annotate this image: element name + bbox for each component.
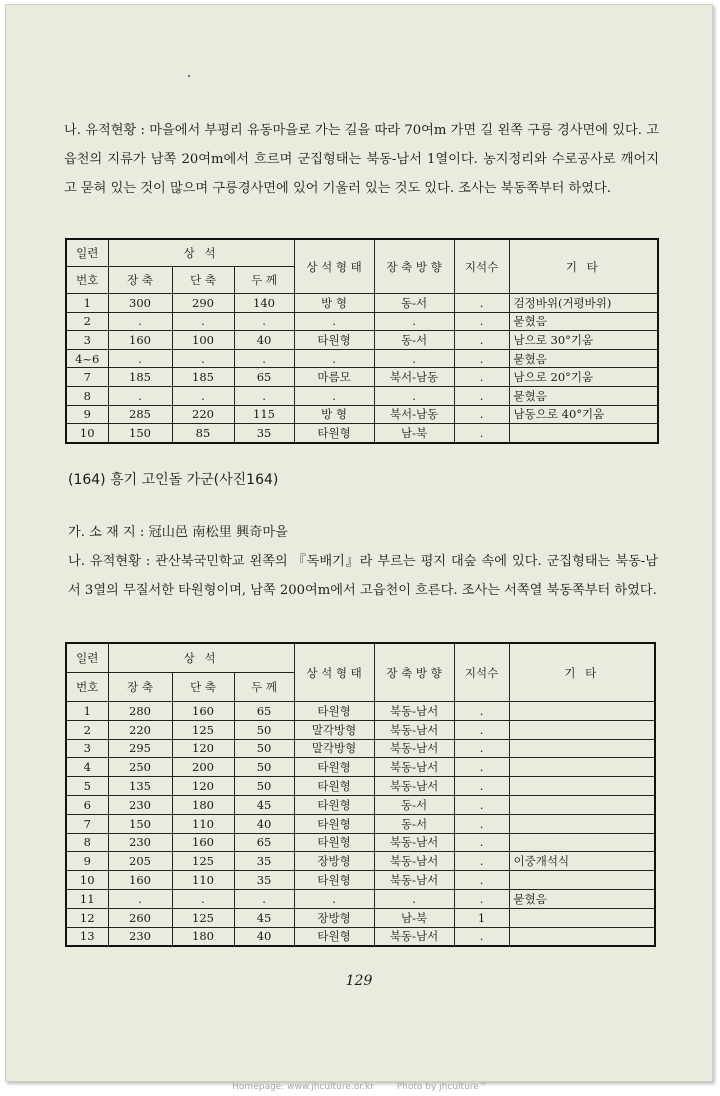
t2-col-form: 상 석 형 태 xyxy=(294,643,374,702)
cell-thickness: 35 xyxy=(234,424,294,443)
cell-remark xyxy=(509,739,655,758)
table-row xyxy=(66,739,655,758)
cell-remark xyxy=(509,777,655,796)
cell-remark: 묻혔음 xyxy=(509,349,658,368)
t2-col-length: 장 축 xyxy=(108,673,172,702)
t1-col-form: 상 석 형 태 xyxy=(294,239,374,294)
cell-length: 230 xyxy=(108,927,172,946)
cell-form: 방 형 xyxy=(294,294,374,313)
cell-form: 타원형 xyxy=(294,814,374,833)
cell-direction: 동-서 xyxy=(374,795,454,814)
cell-length: 250 xyxy=(108,758,172,777)
t2-col-no-top: 일련 xyxy=(66,643,108,673)
cell-length: . xyxy=(108,386,172,405)
cell-thickness: 45 xyxy=(234,795,294,814)
table-row xyxy=(66,871,655,890)
cell-width: 120 xyxy=(172,777,234,796)
t2-col-width: 단 축 xyxy=(172,673,234,702)
cell-width: 125 xyxy=(172,720,234,739)
cell-length: 230 xyxy=(108,833,172,852)
cell-width: 220 xyxy=(172,405,234,424)
cell-remark: 남으로 30°기움 xyxy=(509,331,658,350)
cell-length: 135 xyxy=(108,777,172,796)
cell-thickness: 40 xyxy=(234,814,294,833)
cell-no: 9 xyxy=(66,852,108,871)
cell-support: . xyxy=(454,405,509,424)
cell-direction: 북서-남동 xyxy=(374,368,454,387)
cell-support: . xyxy=(454,795,509,814)
cell-support: . xyxy=(454,871,509,890)
cell-length: 280 xyxy=(108,702,172,721)
cell-width: . xyxy=(172,386,234,405)
cell-remark: 묻혔음 xyxy=(509,386,658,405)
cell-direction: . xyxy=(374,312,454,331)
cell-support: . xyxy=(454,758,509,777)
cell-width: 110 xyxy=(172,814,234,833)
cell-no: 8 xyxy=(66,833,108,852)
cell-length: 150 xyxy=(108,814,172,833)
t1-col-thickness: 두 께 xyxy=(234,267,294,294)
cell-width: 160 xyxy=(172,833,234,852)
cell-direction: 북동-남서 xyxy=(374,739,454,758)
cell-width: 110 xyxy=(172,871,234,890)
cell-direction: 남-북 xyxy=(374,424,454,443)
cell-direction: 동-서 xyxy=(374,814,454,833)
cell-width: 85 xyxy=(172,424,234,443)
cell-width: 180 xyxy=(172,795,234,814)
table-row xyxy=(66,852,655,871)
cell-no: 3 xyxy=(66,739,108,758)
cell-length: 230 xyxy=(108,795,172,814)
cell-form: 타원형 xyxy=(294,331,374,350)
cell-length: 285 xyxy=(108,405,172,424)
cell-width: 290 xyxy=(172,294,234,313)
cell-no: 1 xyxy=(66,702,108,721)
t1-col-no-bottom: 번호 xyxy=(66,267,108,294)
cell-length: 260 xyxy=(108,908,172,927)
cell-form: 마름모 xyxy=(294,368,374,387)
cell-form: 타원형 xyxy=(294,833,374,852)
cell-thickness: 35 xyxy=(234,852,294,871)
cell-remark: 남으로 20°기움 xyxy=(509,368,658,387)
cell-direction: 북동-남서 xyxy=(374,720,454,739)
cell-remark xyxy=(509,814,655,833)
table-row xyxy=(66,702,655,721)
cell-width: 185 xyxy=(172,368,234,387)
t1-col-width: 단 축 xyxy=(172,267,234,294)
cell-length: 160 xyxy=(108,331,172,350)
t1-col-no-top: 일련 xyxy=(66,239,108,267)
table-row xyxy=(66,777,655,796)
cell-support: . xyxy=(454,349,509,368)
cell-thickness: 40 xyxy=(234,927,294,946)
cell-no: 12 xyxy=(66,908,108,927)
table-row xyxy=(66,294,658,313)
cell-support: . xyxy=(454,852,509,871)
table-row xyxy=(66,386,658,405)
table-row xyxy=(66,720,655,739)
cell-thickness: . xyxy=(234,889,294,908)
cell-width: 125 xyxy=(172,852,234,871)
t1-col-direction: 장 축 방 향 xyxy=(374,239,454,294)
cell-support: . xyxy=(454,294,509,313)
cell-form: . xyxy=(294,386,374,405)
cell-length: . xyxy=(108,312,172,331)
cell-thickness: 50 xyxy=(234,739,294,758)
t2-col-direction: 장 축 방 향 xyxy=(374,643,454,702)
cell-thickness: . xyxy=(234,386,294,405)
cell-support: . xyxy=(454,814,509,833)
cell-width: 125 xyxy=(172,908,234,927)
cell-form: 방 형 xyxy=(294,405,374,424)
cell-no: 10 xyxy=(66,424,108,443)
cell-form: 장방형 xyxy=(294,908,374,927)
cell-thickness: 65 xyxy=(234,702,294,721)
cell-remark: 묻혔음 xyxy=(509,312,658,331)
table-row xyxy=(66,405,658,424)
cell-thickness: 115 xyxy=(234,405,294,424)
cell-support: . xyxy=(454,424,509,443)
cell-direction: 동-서 xyxy=(374,331,454,350)
cell-direction: . xyxy=(374,349,454,368)
cell-remark xyxy=(509,720,655,739)
table-row xyxy=(66,889,655,908)
t2-col-remark: 기 타 xyxy=(509,643,655,702)
cell-thickness: 35 xyxy=(234,871,294,890)
cell-remark: 남동으로 40°기움 xyxy=(509,405,658,424)
cell-remark: 이중개석식 xyxy=(509,852,655,871)
cell-thickness: 40 xyxy=(234,331,294,350)
cell-form: . xyxy=(294,349,374,368)
stray-mark xyxy=(188,75,190,77)
page-number: 129 xyxy=(345,973,373,989)
cell-length: 160 xyxy=(108,871,172,890)
cell-remark: 검정바위(거평바위) xyxy=(509,294,658,313)
cell-direction: . xyxy=(374,386,454,405)
cell-support: . xyxy=(454,720,509,739)
cell-no: 6 xyxy=(66,795,108,814)
cell-support: . xyxy=(454,739,509,758)
table-row xyxy=(66,424,658,443)
table-row xyxy=(66,368,658,387)
cell-form: 타원형 xyxy=(294,777,374,796)
cell-length: 150 xyxy=(108,424,172,443)
section2-heading: (164) 흥기 고인돌 가군(사진164) xyxy=(68,472,279,488)
cell-no: 9 xyxy=(66,405,108,424)
cell-support: 1 xyxy=(454,908,509,927)
cell-length: 185 xyxy=(108,368,172,387)
cell-remark xyxy=(509,424,658,443)
cell-thickness: . xyxy=(234,349,294,368)
cell-no: 4~6 xyxy=(66,349,108,368)
cell-width: . xyxy=(172,349,234,368)
cell-direction: 북동-남서 xyxy=(374,927,454,946)
cell-form: 말각방형 xyxy=(294,739,374,758)
table-row xyxy=(66,349,658,368)
table-row xyxy=(66,908,655,927)
cell-support: . xyxy=(454,386,509,405)
table-row xyxy=(66,331,658,350)
cell-form: 장방형 xyxy=(294,852,374,871)
cell-length: 205 xyxy=(108,852,172,871)
t2-col-thickness: 두 께 xyxy=(234,673,294,702)
cell-form: 타원형 xyxy=(294,871,374,890)
t1-col-support: 지석수 xyxy=(454,239,509,294)
cell-remark xyxy=(509,758,655,777)
cell-form: 타원형 xyxy=(294,424,374,443)
cell-remark xyxy=(509,927,655,946)
cell-direction: 북동-남서 xyxy=(374,758,454,777)
table1 xyxy=(65,238,659,444)
page-frame xyxy=(5,4,713,1082)
cell-width: 100 xyxy=(172,331,234,350)
cell-no: 5 xyxy=(66,777,108,796)
cell-thickness: . xyxy=(234,312,294,331)
footer-photo-credit: Photo by jhculture™ xyxy=(396,1082,488,1092)
section1-paragraph: 나. 유적현황 : 마을에서 부평리 유동마을로 가는 길을 따라 70여m 가면 길 왼쪽 구릉 경사면에 있다. 고읍천의 지류가 남쪽 20여m에서 흐르며 군집형태는 북동-남서 1열이다. 농지정리와 수로공사로 깨어지고 묻혀 있는 것이 많으며 구릉경사면에 있어 기울러 있는 것도 있다. 조사는 북동쪽부터 하였다. xyxy=(64,123,659,196)
cell-width: 120 xyxy=(172,739,234,758)
cell-no: 8 xyxy=(66,386,108,405)
cell-form: . xyxy=(294,889,374,908)
cell-direction: 북동-남서 xyxy=(374,871,454,890)
cell-no: 7 xyxy=(66,814,108,833)
cell-form: 타원형 xyxy=(294,927,374,946)
cell-length: . xyxy=(108,889,172,908)
cell-length: 295 xyxy=(108,739,172,758)
cell-thickness: 50 xyxy=(234,720,294,739)
cell-width: 180 xyxy=(172,927,234,946)
section2-paragraph: 나. 유적현황 : 관산북국민학교 왼쪽의 『독배기』라 부르는 평지 대숲 속에 있다. 군집형태는 북동-남서 3열의 무질서한 타원형이며, 남쪽 200여m에서 고읍천이 흐른다. 조사는 서쪽열 북동쪽부터 하였다. xyxy=(68,554,658,598)
cell-support: . xyxy=(454,331,509,350)
t2-col-support: 지석수 xyxy=(454,643,509,702)
cell-thickness: 50 xyxy=(234,777,294,796)
cell-direction: 북동-남서 xyxy=(374,852,454,871)
cell-width: 160 xyxy=(172,702,234,721)
table-row xyxy=(66,795,655,814)
table-row xyxy=(66,312,658,331)
cell-form: . xyxy=(294,312,374,331)
cell-support: . xyxy=(454,702,509,721)
cell-thickness: 140 xyxy=(234,294,294,313)
cell-support: . xyxy=(454,889,509,908)
cell-form: 타원형 xyxy=(294,795,374,814)
cell-no: 1 xyxy=(66,294,108,313)
cell-no: 11 xyxy=(66,889,108,908)
cell-support: . xyxy=(454,833,509,852)
table2 xyxy=(65,642,656,947)
cell-remark xyxy=(509,795,655,814)
cell-support: . xyxy=(454,927,509,946)
cell-no: 13 xyxy=(66,927,108,946)
cell-form: 타원형 xyxy=(294,702,374,721)
cell-remark: 묻혔음 xyxy=(509,889,655,908)
footer-homepage: Homepage: www.jhculture.or.kr xyxy=(232,1082,374,1092)
cell-direction: 북서-남동 xyxy=(374,405,454,424)
cell-support: . xyxy=(454,777,509,796)
cell-direction: 북동-남서 xyxy=(374,833,454,852)
t1-col-length: 장 축 xyxy=(108,267,172,294)
cell-direction: 남-북 xyxy=(374,908,454,927)
cell-support: . xyxy=(454,312,509,331)
t2-col-no-bottom: 번호 xyxy=(66,673,108,702)
cell-width: . xyxy=(172,312,234,331)
table-row xyxy=(66,833,655,852)
cell-thickness: 45 xyxy=(234,908,294,927)
cell-length: 220 xyxy=(108,720,172,739)
cell-remark xyxy=(509,702,655,721)
cell-direction: 북동-남서 xyxy=(374,702,454,721)
table-row xyxy=(66,814,655,833)
cell-direction: . xyxy=(374,889,454,908)
cell-no: 2 xyxy=(66,720,108,739)
cell-length: . xyxy=(108,349,172,368)
cell-remark xyxy=(509,871,655,890)
cell-no: 3 xyxy=(66,331,108,350)
cell-width: . xyxy=(172,889,234,908)
cell-direction: 동-서 xyxy=(374,294,454,313)
cell-remark xyxy=(509,833,655,852)
cell-no: 7 xyxy=(66,368,108,387)
cell-form: 말각방형 xyxy=(294,720,374,739)
cell-remark xyxy=(509,908,655,927)
cell-no: 4 xyxy=(66,758,108,777)
cell-no: 2 xyxy=(66,312,108,331)
section2-location: 가. 소 재 지 : 冠山邑 南松里 興奇마을 xyxy=(68,525,288,540)
cell-thickness: 65 xyxy=(234,368,294,387)
cell-width: 200 xyxy=(172,758,234,777)
t2-col-sangseok: 상 석 xyxy=(108,643,294,673)
cell-direction: 북동-남서 xyxy=(374,777,454,796)
t1-col-remark: 기 타 xyxy=(509,239,658,294)
cell-thickness: 50 xyxy=(234,758,294,777)
table-row xyxy=(66,758,655,777)
cell-thickness: 65 xyxy=(234,833,294,852)
footer xyxy=(0,1082,720,1092)
table-row xyxy=(66,927,655,946)
t1-col-sangseok: 상 석 xyxy=(108,239,294,267)
cell-support: . xyxy=(454,368,509,387)
cell-no: 10 xyxy=(66,871,108,890)
cell-length: 300 xyxy=(108,294,172,313)
cell-form: 타원형 xyxy=(294,758,374,777)
